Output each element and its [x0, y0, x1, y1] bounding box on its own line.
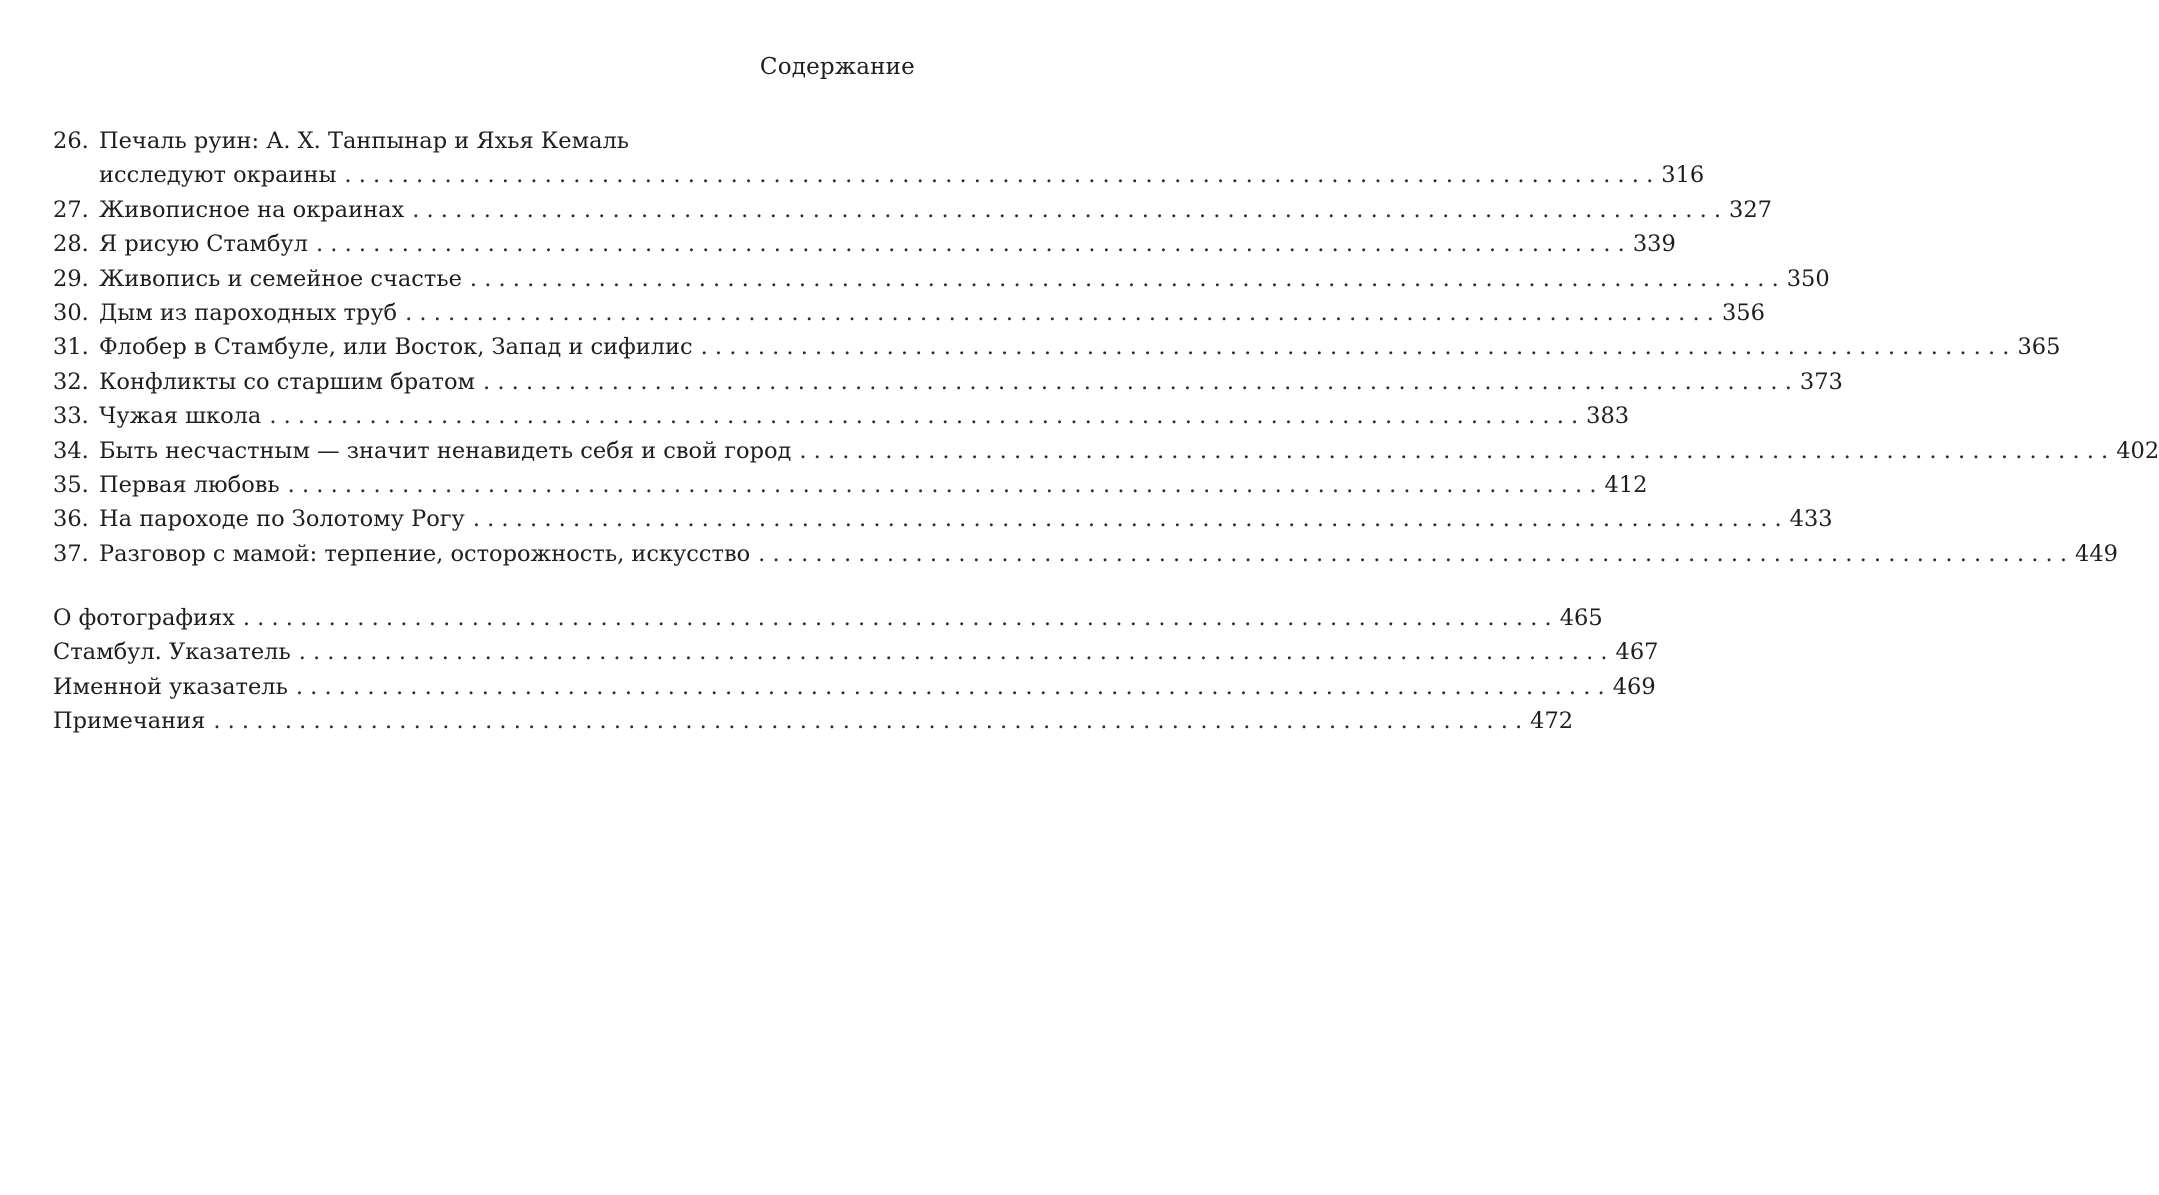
chapter-title: Флобер в Стамбуле, или Восток, Запад и сифилис — [99, 334, 693, 361]
dot-leader — [344, 158, 1653, 192]
toc-entry-photos[interactable] — [53, 601, 1603, 635]
chapter-title: исследуют окраины — [99, 162, 337, 189]
chapter-title: Разговор с мамой: терпение, осторожность, искусство — [99, 540, 751, 567]
toc-entry-notes[interactable] — [53, 704, 1574, 738]
dot-leader — [483, 365, 1792, 399]
back-matter-title: Стамбул. Указатель — [53, 639, 291, 666]
chapter-number: 32. — [53, 368, 89, 395]
chapter-number: 28. — [53, 231, 89, 258]
dot-leader — [288, 468, 1597, 502]
dot-leader — [213, 704, 1522, 738]
chapter-number: 27. — [53, 196, 89, 223]
chapter-number: 31. — [53, 334, 89, 361]
toc-entry-31[interactable] — [53, 330, 2061, 364]
chapter-title: Конфликты со старшим братом — [99, 368, 476, 395]
toc-entry-30[interactable] — [53, 296, 1765, 330]
chapter-number: 36. — [53, 506, 89, 533]
chapter-number: 34. — [53, 437, 89, 464]
dot-leader — [316, 227, 1625, 261]
dot-leader — [269, 399, 1578, 433]
running-head: Содержание — [759, 54, 915, 80]
toc-entry-istanbul-index[interactable] — [53, 635, 1659, 669]
page-number: 402 — [2116, 437, 2159, 464]
chapter-title: Живописное на окраинах — [99, 196, 405, 223]
toc-entry-33[interactable] — [53, 399, 1630, 433]
chapter-number: 30. — [53, 299, 89, 326]
chapter-number: 29. — [53, 265, 89, 292]
dot-leader — [296, 670, 1605, 704]
toc-entry-27[interactable] — [53, 193, 1772, 227]
dot-leader — [758, 537, 2067, 571]
page-number: 350 — [1786, 265, 1830, 292]
section-gap — [53, 571, 915, 601]
chapter-title: Чужая школа — [99, 403, 262, 430]
page-number: 327 — [1729, 196, 1772, 223]
table-of-contents — [53, 124, 2159, 739]
dot-leader — [470, 262, 1779, 296]
toc-entry-35[interactable] — [53, 468, 1648, 502]
page-number: 412 — [1604, 471, 1648, 498]
toc-entry-26-line1 — [53, 124, 915, 158]
toc-entry-name-index[interactable] — [53, 670, 1656, 704]
page-number: 449 — [2075, 540, 2118, 567]
dot-leader — [473, 502, 1782, 536]
chapter-title: Дым из пароходных труб — [99, 299, 398, 326]
dot-leader — [299, 635, 1608, 669]
chapter-title: Живопись и семейное счастье — [99, 265, 462, 292]
page-number: 373 — [1799, 368, 1843, 395]
page-number: 383 — [1586, 403, 1630, 430]
back-matter-title: Именной указатель — [53, 673, 288, 700]
toc-entry-36[interactable] — [53, 502, 1833, 536]
toc-entry-32[interactable] — [53, 365, 1843, 399]
chapter-number: 35. — [53, 471, 89, 498]
back-matter-title: Примечания — [53, 708, 206, 735]
back-matter-title: О фотографиях — [53, 605, 235, 632]
chapter-number: 26. — [53, 128, 89, 154]
page-number: 467 — [1615, 639, 1659, 666]
chapter-title: На пароходе по Золотому Рогу — [99, 506, 465, 533]
page-number: 356 — [1721, 299, 1765, 326]
toc-entry-26[interactable] — [53, 158, 1705, 192]
page-number: 472 — [1530, 708, 1574, 735]
page-number: 433 — [1789, 506, 1833, 533]
dot-leader — [799, 434, 2108, 468]
page-number: 316 — [1661, 162, 1705, 189]
chapter-title-line1: Печаль руин: А. Х. Танпынар и Яхья Кемаль — [99, 128, 630, 154]
toc-entry-29[interactable] — [53, 262, 1830, 296]
toc-entry-37[interactable] — [53, 537, 2118, 571]
back-matter — [53, 601, 1659, 739]
toc-entry-28[interactable] — [53, 227, 1676, 261]
dot-leader — [412, 193, 1721, 227]
toc-entry-34[interactable] — [53, 434, 2159, 468]
dot-leader — [405, 296, 1714, 330]
page-number: 339 — [1632, 231, 1676, 258]
chapter-title: Первая любовь — [99, 471, 280, 498]
chapter-title: Быть несчастным — значит ненавидеть себя и свой город — [99, 437, 792, 464]
dot-leader — [701, 330, 2010, 364]
chapter-number: 37. — [53, 540, 89, 567]
dot-leader — [243, 601, 1552, 635]
page-number: 469 — [1612, 673, 1656, 700]
page-number: 365 — [2017, 334, 2061, 361]
page-number: 465 — [1559, 605, 1603, 632]
chapter-number: 33. — [53, 403, 89, 430]
chapter-title: Я рисую Стамбул — [99, 231, 308, 258]
